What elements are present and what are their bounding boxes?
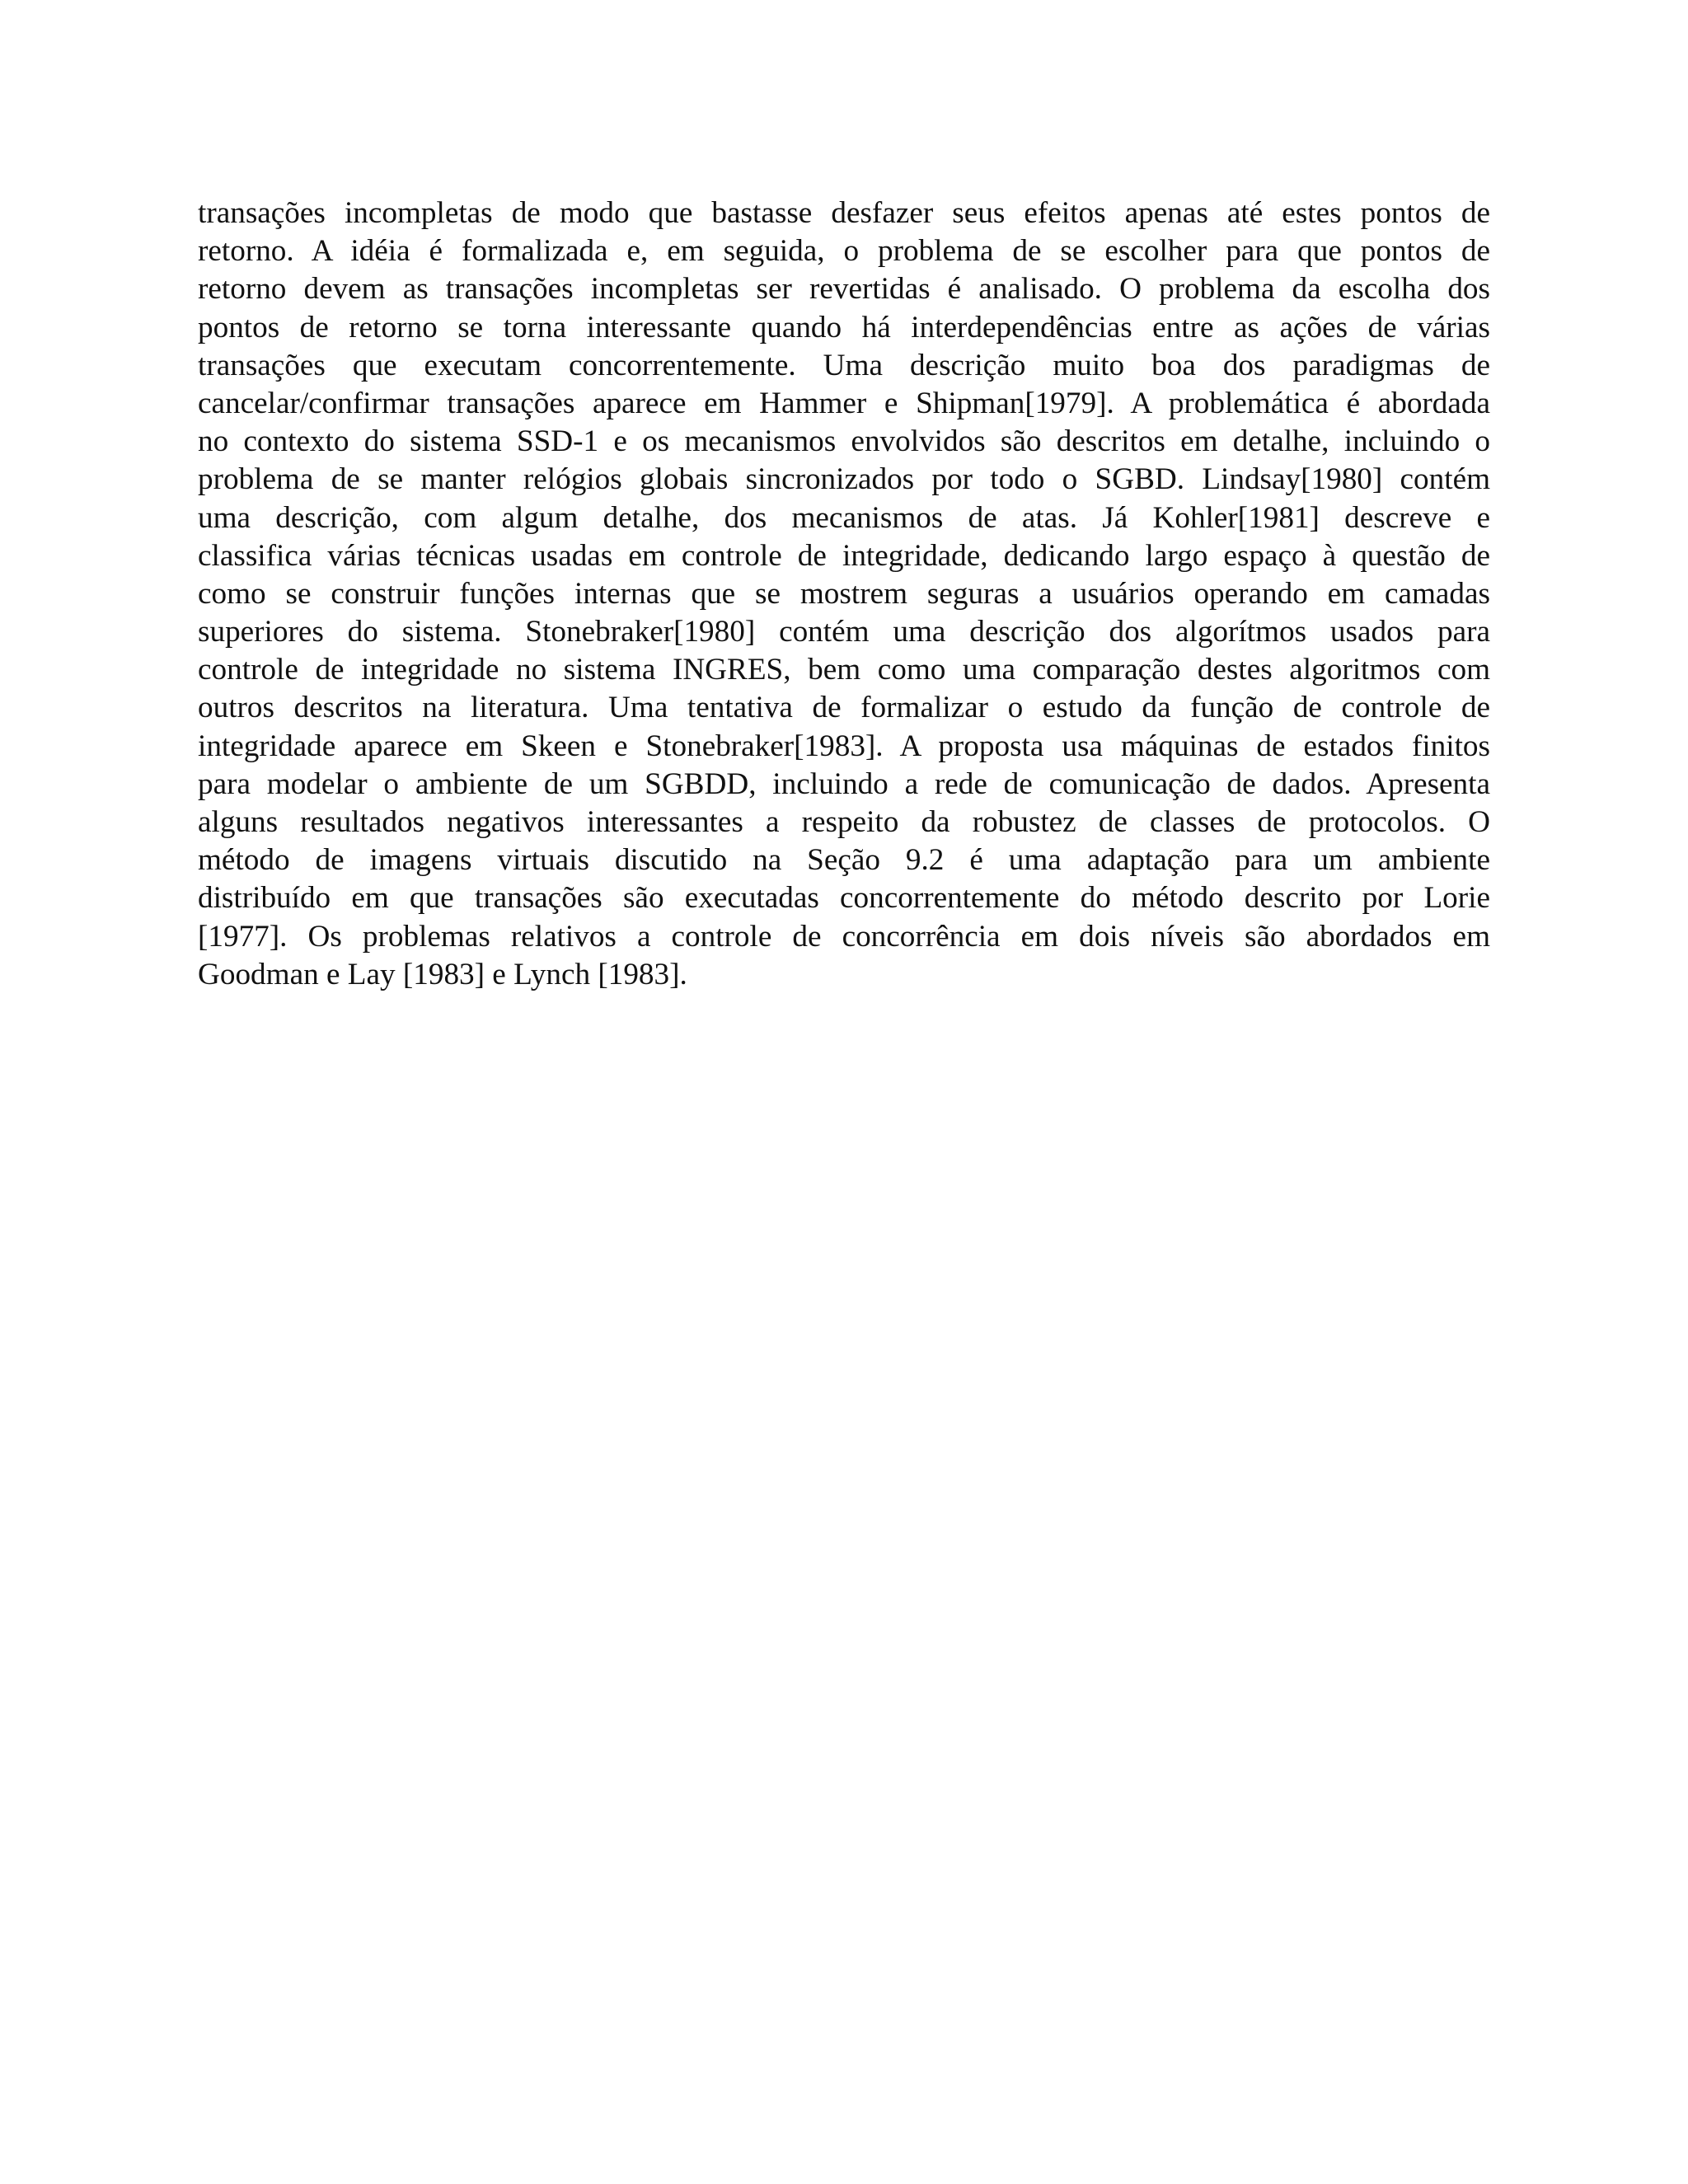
paragraph-line: retorno. A idéia é formalizada e, em seguida, o problema de se escolher para que pontos de [198,234,1490,269]
paragraph-line: alguns resultados negativos interessantes a respeito da robustez de classes de protocolos. O [198,805,1490,839]
paragraph-line: para modelar o ambiente de um SGBDD, incluindo a rede de comunicação de dados. Apresenta [198,766,1490,801]
paragraph-line: [1977]. Os problemas relativos a controle de concorrência em dois níveis são abordados em [198,919,1490,954]
paragraph-line: como se construir funções internas que se mostrem seguras a usuários operando em camadas [198,576,1490,611]
body-paragraph [198,194,1490,994]
paragraph-line: integridade aparece em Skeen e Stonebraker[1983]. A proposta usa máquinas de estados finitos [198,729,1490,763]
paragraph-line: no contexto do sistema SSD-1 e os mecanismos envolvidos são descritos em detalhe, incluindo o [198,424,1490,459]
paragraph-line: superiores do sistema. Stonebraker[1980] contém uma descrição dos algorítmos usados para [198,615,1490,649]
paragraph-line: controle de integridade no sistema INGRES, bem como uma comparação destes algoritmos com [198,653,1490,687]
paragraph-line: pontos de retorno se torna interessante quando há interdependências entre as ações de várias [198,310,1490,344]
paragraph-line: Goodman e Lay [1983] e Lynch [1983]. [198,957,687,991]
paragraph-line: método de imagens virtuais discutido na Seção 9.2 é uma adaptação para um ambiente [198,843,1490,878]
paragraph-line: classifica várias técnicas usadas em controle de integridade, dedicando largo espaço à questão de [198,538,1490,573]
paragraph-line: retorno devem as transações incompletas ser revertidas é analisado. O problema da escolha dos [198,272,1490,307]
paragraph-line: transações que executam concorrentemente. Uma descrição muito boa dos paradigmas de [198,348,1490,382]
paragraph-line: transações incompletas de modo que bastasse desfazer seus efeitos apenas até estes pontos de [198,196,1490,230]
paragraph-line: distribuído em que transações são executadas concorrentemente do método descrito por Lorie [198,881,1490,916]
paragraph-line: outros descritos na literatura. Uma tentativa de formalizar o estudo da função de controle de [198,691,1490,725]
paragraph-line: uma descrição, com algum detalhe, dos mecanismos de atas. Já Kohler[1981] descreve e [198,500,1490,535]
paragraph-line: cancelar/confirmar transações aparece em Hammer e Shipman[1979]. A problemática é abordada [198,386,1490,420]
paragraph-line: problema de se manter relógios globais sincronizados por todo o SGBD. Lindsay[1980] contém [198,462,1490,497]
